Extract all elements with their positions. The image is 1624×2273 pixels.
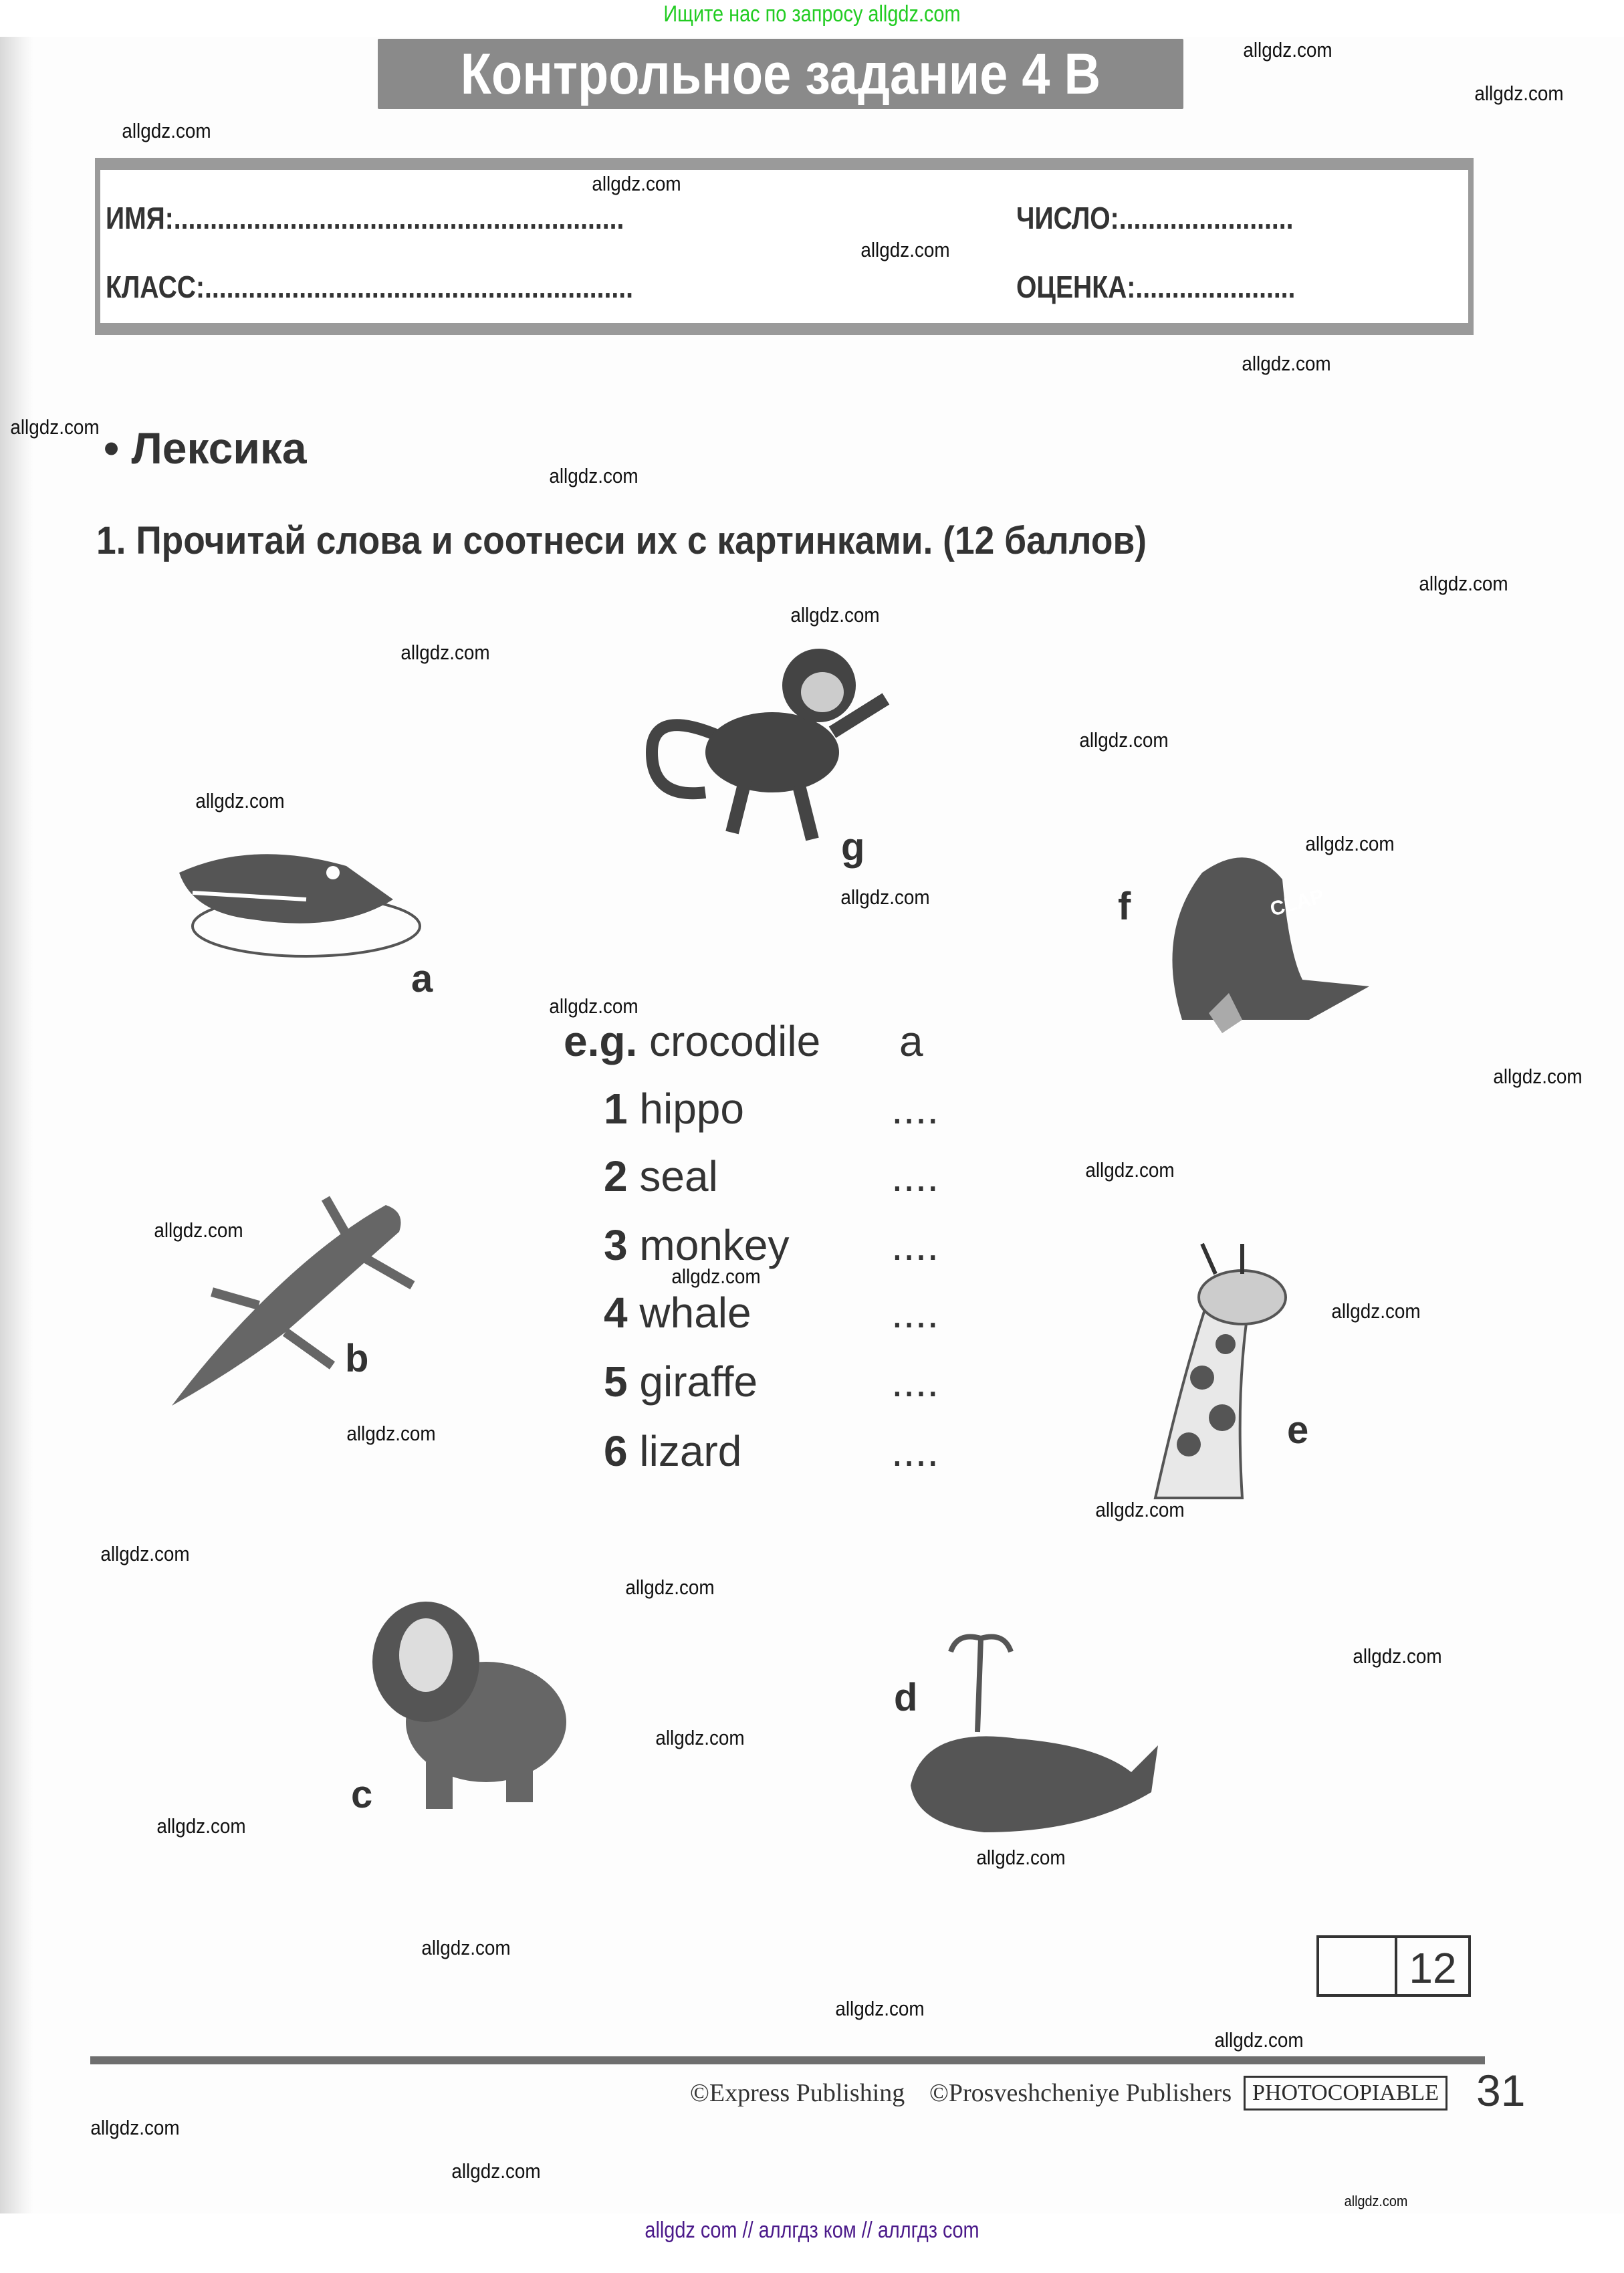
answer-blank[interactable]: .... — [891, 1427, 939, 1475]
task-1-instruction: 1. Прочитай слова и соотнеси их с картинками. (12 баллов) — [96, 519, 1147, 562]
title-banner — [378, 39, 1183, 109]
list-item: 1 hippo — [604, 1085, 744, 1133]
watermark: allgdz.com — [1079, 728, 1169, 752]
watermark: allgdz.com — [835, 1997, 925, 2020]
top-promo-banner[interactable]: Ищите нас по запросу allgdz.com — [663, 1, 961, 27]
watermark: allgdz.com — [549, 464, 639, 488]
example-row: e.g. crocodile — [564, 1017, 821, 1065]
watermark: allgdz.com — [1242, 352, 1331, 375]
list-item: 6 lizard — [604, 1427, 742, 1475]
watermark: allgdz.com — [1493, 1065, 1583, 1088]
picture-label-b: b — [345, 1337, 369, 1380]
picture-label-d: d — [894, 1676, 918, 1719]
picture-label-a: a — [411, 957, 433, 1000]
watermark: allgdz.com — [549, 994, 639, 1018]
watermark: allgdz.com — [1214, 2028, 1304, 2052]
score-box — [1316, 1935, 1471, 1997]
answer-blank[interactable]: .... — [891, 1289, 939, 1337]
watermark: allgdz.com — [860, 238, 950, 261]
answer-blank[interactable]: .... — [891, 1221, 939, 1269]
answer-blank[interactable]: .... — [891, 1152, 939, 1200]
max-score: 12 — [1409, 1944, 1457, 1992]
footer-publisher-express: ©Express Publishing — [690, 2079, 905, 2107]
watermark: allgdz.com — [156, 1814, 246, 1838]
watermark: allgdz.com — [346, 1422, 436, 1445]
watermark: allgdz.com — [451, 2159, 541, 2183]
picture-label-f: f — [1118, 885, 1131, 928]
giraffe-picture — [1142, 1244, 1296, 1498]
class-field[interactable]: КЛАСС:........................................................... — [106, 269, 633, 304]
watermark: allgdz.com — [1243, 38, 1332, 62]
watermark: allgdz.com — [625, 1576, 715, 1599]
seal-picture — [1129, 833, 1376, 1040]
photocopiable-badge: PHOTOCOPIABLE — [1244, 2076, 1447, 2110]
section-title-vocabulary: • Лексика — [104, 423, 307, 473]
footer-divider — [90, 2056, 1485, 2064]
watermark: allgdz.com — [655, 1726, 745, 1749]
watermark: allgdz.com — [90, 2116, 180, 2139]
watermark: allgdz.com — [122, 119, 211, 142]
watermark: allgdz.com — [1344, 2193, 1408, 2209]
footer-publisher-prosveshcheniye: ©Prosveshcheniye Publishers — [929, 2079, 1232, 2107]
answer-blank[interactable]: .... — [891, 1358, 939, 1406]
lizard-picture — [158, 1178, 419, 1409]
picture-label-c: c — [351, 1773, 373, 1816]
watermark: allgdz.com — [1419, 572, 1508, 595]
watermark: allgdz.com — [976, 1846, 1066, 1869]
watermark: allgdz.com — [840, 885, 930, 909]
grade-field[interactable]: ОЦЕНКА:...................... — [1016, 269, 1296, 304]
scan-edge-shadow — [0, 37, 33, 2213]
name-field[interactable]: ИМЯ:.............................................................. — [106, 201, 624, 235]
watermark: allgdz.com — [10, 415, 100, 439]
list-item: 2 seal — [604, 1152, 718, 1200]
worksheet-page — [0, 37, 1624, 2213]
page-number: 31 — [1476, 2066, 1526, 2115]
watermark: allgdz.com — [421, 1936, 511, 1959]
watermark: allgdz.com — [1305, 832, 1395, 855]
picture-label-e: e — [1287, 1408, 1309, 1452]
list-item: 4 whale — [604, 1289, 751, 1337]
list-item: 5 giraffe — [604, 1358, 758, 1406]
hippo-picture — [359, 1588, 580, 1812]
picture-label-g: g — [841, 825, 865, 869]
watermark: allgdz.com — [592, 172, 681, 195]
answer-blank[interactable]: .... — [891, 1085, 939, 1133]
watermark: allgdz.com — [1331, 1299, 1421, 1323]
whale-picture — [884, 1625, 1165, 1849]
monkey-picture — [639, 639, 906, 849]
watermark: allgdz.com — [100, 1542, 190, 1565]
page-title: Контрольное задание 4 B — [460, 42, 1101, 106]
watermark: allgdz.com — [195, 789, 285, 813]
student-info-box — [95, 158, 1474, 335]
watermark: allgdz.com — [1353, 1644, 1442, 1668]
watermark: allgdz.com — [790, 603, 880, 627]
example-answer: a — [899, 1017, 923, 1065]
seal-clap-text: CLAP — [1268, 885, 1326, 921]
bottom-promo-banner[interactable]: allgdz com // аллгдз ком // аллгдз com — [645, 2217, 979, 2243]
watermark: allgdz.com — [400, 641, 490, 664]
watermark: allgdz.com — [671, 1265, 761, 1288]
date-field[interactable]: ЧИСЛО:........................ — [1016, 201, 1294, 235]
watermark: allgdz.com — [1474, 82, 1564, 105]
watermark: allgdz.com — [154, 1218, 243, 1242]
list-item: 3 monkey — [604, 1221, 790, 1269]
watermark: allgdz.com — [1095, 1498, 1185, 1521]
crocodile-picture — [172, 826, 413, 973]
watermark: allgdz.com — [1085, 1158, 1175, 1182]
